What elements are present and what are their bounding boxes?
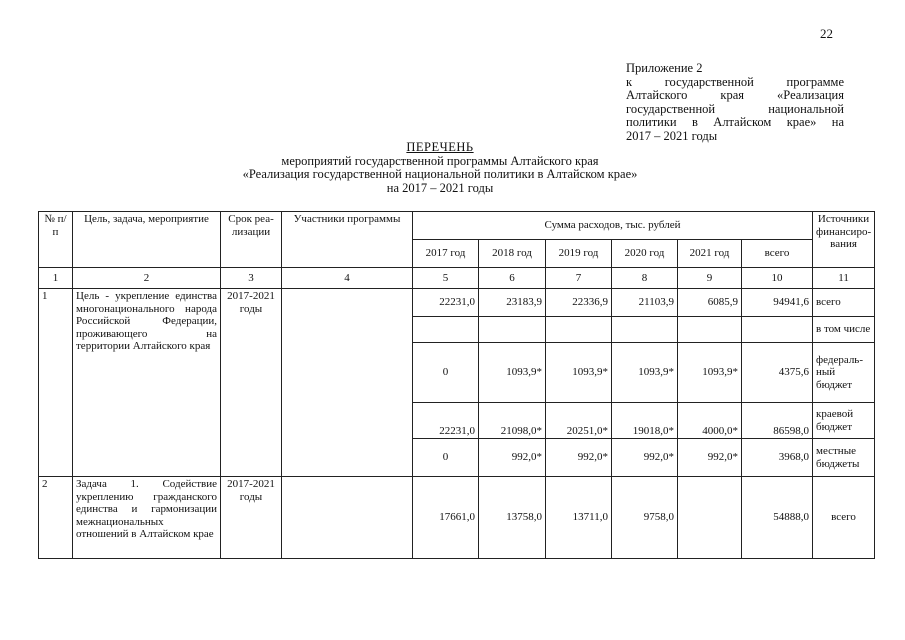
title-line: мероприятий государственной программы Алтайского края bbox=[281, 153, 599, 168]
value-cell bbox=[612, 317, 678, 343]
source-cell: местные бюджеты bbox=[813, 439, 875, 477]
row-goal: Задача 1. Содействие укреплению гражданского единства и гармонизации межнациональных отношений в Алтайском крае bbox=[73, 477, 221, 559]
total-cell: 54888,0 bbox=[742, 477, 813, 559]
column-number: 4 bbox=[282, 268, 413, 289]
value-cell: 1093,9* bbox=[546, 343, 612, 403]
total-cell: 94941,6 bbox=[742, 289, 813, 317]
value-cell: 21103,9 bbox=[612, 289, 678, 317]
value-cell: 0 bbox=[413, 343, 479, 403]
row-goal: Цель - укрепление единства многонационального народа Российской Федерации, проживающего на территории Алтайского края bbox=[73, 289, 221, 477]
header-year: 2020 год bbox=[612, 240, 678, 268]
value-cell: 22336,9 bbox=[546, 289, 612, 317]
header-goal: Цель, задача, мероприятие bbox=[73, 212, 221, 268]
appendix-line: к государственной программе bbox=[626, 74, 844, 89]
appendix-line: политики в Алтайском крае» на bbox=[626, 115, 844, 129]
document-title bbox=[160, 141, 720, 195]
header-sources: Источники финансиро-вания bbox=[813, 212, 875, 268]
value-cell bbox=[678, 477, 742, 559]
appendix-line: 2017 – 2021 годы bbox=[626, 128, 718, 143]
value-cell: 6085,9 bbox=[678, 289, 742, 317]
value-cell: 22231,0 bbox=[413, 289, 479, 317]
value-cell: 22231,0 bbox=[413, 403, 479, 439]
value-cell: 1093,9* bbox=[678, 343, 742, 403]
value-cell: 17661,0 bbox=[413, 477, 479, 559]
column-number: 6 bbox=[479, 268, 546, 289]
value-cell: 0 bbox=[413, 439, 479, 477]
measures-table bbox=[38, 211, 875, 559]
source-cell: краевой бюджет bbox=[813, 403, 875, 439]
header-year: 2017 год bbox=[413, 240, 479, 268]
source-cell: всего bbox=[813, 477, 875, 559]
column-number: 8 bbox=[612, 268, 678, 289]
value-cell: 1093,9* bbox=[612, 343, 678, 403]
row-participants bbox=[282, 289, 413, 477]
source-cell: в том числе bbox=[813, 317, 875, 343]
total-cell: 3968,0 bbox=[742, 439, 813, 477]
title-heading: ПЕРЕЧЕНЬ bbox=[406, 140, 474, 154]
column-number: 11 bbox=[813, 268, 875, 289]
header-sum: Сумма расходов, тыс. рублей bbox=[413, 212, 813, 240]
value-cell: 992,0* bbox=[546, 439, 612, 477]
value-cell bbox=[479, 317, 546, 343]
column-number: 9 bbox=[678, 268, 742, 289]
value-cell: 21098,0* bbox=[479, 403, 546, 439]
row-period: 2017-2021 годы bbox=[221, 289, 282, 477]
value-cell: 9758,0 bbox=[612, 477, 678, 559]
source-cell: федераль-ный бюджет bbox=[813, 343, 875, 403]
value-cell: 13758,0 bbox=[479, 477, 546, 559]
header-year: 2019 год bbox=[546, 240, 612, 268]
row-num: 2 bbox=[39, 477, 73, 559]
column-number: 3 bbox=[221, 268, 282, 289]
appendix-line: государственной национальной bbox=[626, 101, 844, 116]
value-cell bbox=[678, 317, 742, 343]
value-cell bbox=[413, 317, 479, 343]
value-cell: 4000,0* bbox=[678, 403, 742, 439]
row-period: 2017-2021 годы bbox=[221, 477, 282, 559]
column-number: 10 bbox=[742, 268, 813, 289]
header-total: всего bbox=[742, 240, 813, 268]
header-year: 2021 год bbox=[678, 240, 742, 268]
header-participants: Участники программы bbox=[282, 212, 413, 268]
appendix-header bbox=[626, 62, 844, 143]
value-cell bbox=[546, 317, 612, 343]
column-number: 7 bbox=[546, 268, 612, 289]
total-cell bbox=[742, 317, 813, 343]
total-cell: 86598,0 bbox=[742, 403, 813, 439]
header-year: 2018 год bbox=[479, 240, 546, 268]
value-cell: 23183,9 bbox=[479, 289, 546, 317]
total-cell: 4375,6 bbox=[742, 343, 813, 403]
column-number: 5 bbox=[413, 268, 479, 289]
header-period: Срок реа-лизации bbox=[221, 212, 282, 268]
value-cell: 13711,0 bbox=[546, 477, 612, 559]
value-cell: 992,0* bbox=[479, 439, 546, 477]
column-number: 1 bbox=[39, 268, 73, 289]
page-number: 22 bbox=[820, 26, 833, 41]
value-cell: 19018,0* bbox=[612, 403, 678, 439]
value-cell: 1093,9* bbox=[479, 343, 546, 403]
row-num: 1 bbox=[39, 289, 73, 477]
row-participants bbox=[282, 477, 413, 559]
source-cell: всего bbox=[813, 289, 875, 317]
value-cell: 992,0* bbox=[612, 439, 678, 477]
appendix-line: Алтайского края «Реализация bbox=[626, 88, 844, 102]
title-line: на 2017 – 2021 годы bbox=[386, 180, 494, 195]
header-num: № п/п bbox=[39, 212, 73, 268]
value-cell: 20251,0* bbox=[546, 403, 612, 439]
column-number: 2 bbox=[73, 268, 221, 289]
appendix-line: Приложение 2 bbox=[626, 61, 703, 75]
title-line: «Реализация государственной национальной политики в Алтайском крае» bbox=[242, 167, 638, 181]
value-cell: 992,0* bbox=[678, 439, 742, 477]
